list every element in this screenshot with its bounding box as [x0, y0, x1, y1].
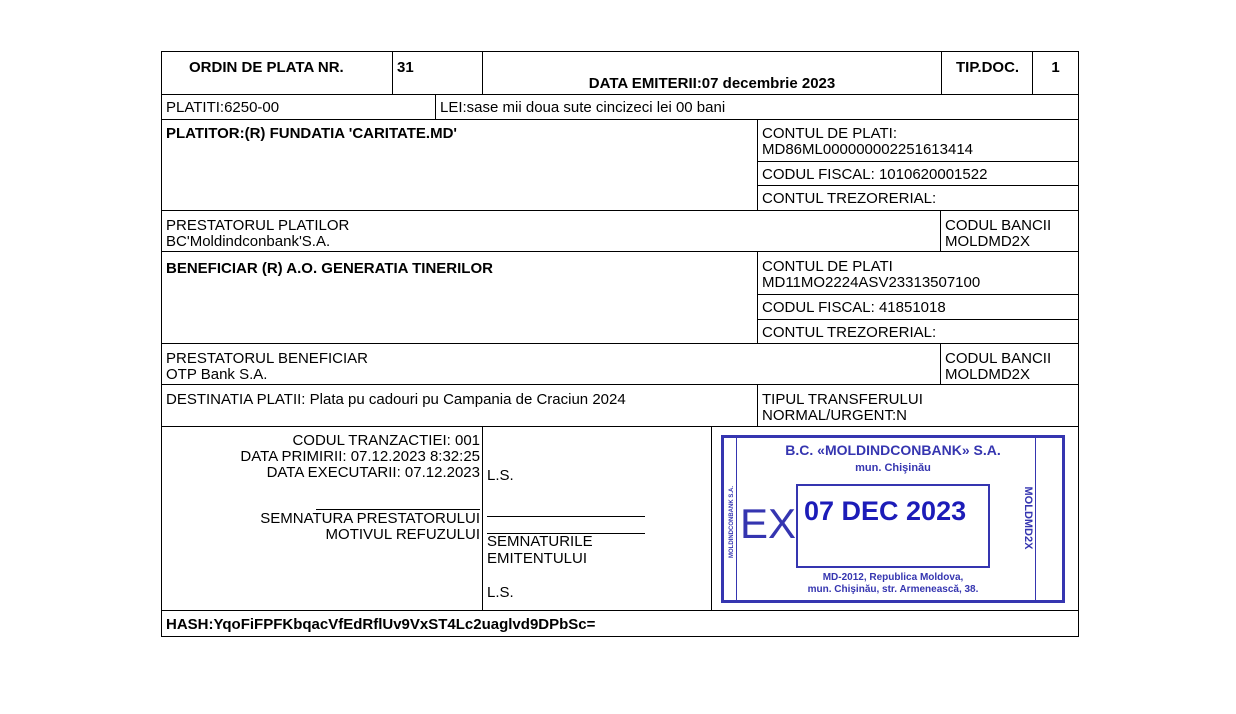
- signature-line-1: [487, 516, 645, 517]
- receipt-date: DATA PRIMIRII: 07.12.2023 8:32:25: [240, 448, 480, 465]
- stamp-ex: EX: [740, 500, 797, 547]
- seal-placeholder-bottom: L.S.: [487, 584, 514, 601]
- payer-fiscal-code: CODUL FISCAL: 1010620001522: [762, 166, 988, 183]
- transfer-type-cell: [757, 384, 1079, 427]
- transaction-code: CODUL TRANZACTIEI: 001: [292, 432, 480, 449]
- issue-date-cell: [482, 51, 942, 95]
- beneficiary-name-cell: [161, 251, 758, 344]
- payer-provider-label: PRESTATORUL PLATILOR: [166, 217, 350, 234]
- payment-order-document: [161, 51, 1079, 637]
- payer-treasury-account-cell: [757, 185, 1079, 211]
- bank-processing-cell: [161, 426, 483, 611]
- order-title-cell: [161, 51, 393, 95]
- doc-type-value: 1: [1051, 59, 1060, 76]
- stamp-date: 07 DEC 2023: [804, 496, 967, 526]
- beneficiary-bank-code-value: MOLDMD2X: [945, 366, 1031, 383]
- issuer-signatures-cell: [482, 426, 712, 611]
- order-title: ORDIN DE PLATA NR.: [189, 59, 344, 76]
- transfer-type-value: NORMAL/URGENT:N: [762, 407, 908, 424]
- beneficiary-treasury-account: CONTUL TREZORERIAL:: [762, 324, 937, 341]
- payer-account-value: MD86ML000000002251613414: [762, 141, 974, 158]
- beneficiary-bank-code-cell: [940, 343, 1079, 385]
- amount-numeric-cell: [161, 94, 436, 120]
- amount-words: LEI:sase mii doua sute cincizeci lei 00 bani: [440, 99, 726, 116]
- hash-cell: [161, 610, 1079, 637]
- beneficiary-provider-cell: [161, 343, 941, 385]
- payer-bank-code-cell: [940, 210, 1079, 252]
- bank-stamp: [721, 435, 1065, 603]
- payment-purpose-cell: [161, 384, 758, 427]
- stamp-city: mun. Chişinău: [855, 462, 931, 474]
- stamp-right-vertical-text: MOLDMD2X: [1022, 486, 1034, 550]
- payer-fiscal-code-cell: [757, 161, 1079, 186]
- execution-date: DATA EXECUTARII: 07.12.2023: [266, 464, 480, 481]
- beneficiary-treasury-account-cell: [757, 319, 1079, 344]
- provider-signature-label: SEMNATURA PRESTATORULUI: [260, 510, 480, 527]
- beneficiary-name: BENEFICIAR (R) A.O. GENERATIA TINERILOR: [166, 260, 493, 277]
- doc-type-value-cell: [1032, 51, 1079, 95]
- beneficiary-account-label: CONTUL DE PLATI: [762, 258, 893, 275]
- beneficiary-fiscal-code: CODUL FISCAL: 41851018: [762, 299, 946, 316]
- payer-name-cell: [161, 119, 758, 211]
- payer-bank-code-value: MOLDMD2X: [945, 233, 1031, 250]
- issuer-signatures-label: SEMNATURILE: [487, 533, 593, 550]
- transfer-type-label: TIPUL TRANSFERULUI: [762, 391, 923, 408]
- payer-account-label: CONTUL DE PLATI:: [762, 125, 898, 142]
- beneficiary-provider-value: OTP Bank S.A.: [166, 366, 268, 383]
- amount-numeric: PLATITI:6250-00: [166, 99, 280, 116]
- payer-treasury-account: CONTUL TREZORERIAL:: [762, 190, 937, 207]
- payer-name: PLATITOR:(R) FUNDATIA 'CARITATE.MD': [166, 125, 457, 142]
- beneficiary-account-value: MD11MO2224ASV23313507100: [762, 274, 981, 291]
- beneficiary-bank-code-label: CODUL BANCII: [945, 350, 1052, 367]
- payer-provider-value: BC'Moldindconbank'S.A.: [166, 233, 331, 250]
- stamp-left-vertical-text: MOLDINDCONBANK S.A.: [729, 486, 735, 558]
- issue-date: DATA EMITERII:07 decembrie 2023: [588, 75, 836, 92]
- refusal-reason-label: MOTIVUL REFUZULUI: [325, 526, 480, 543]
- beneficiary-fiscal-code-cell: [757, 294, 1079, 320]
- stamp-bank-name: B.C. «MOLDINDCONBANK» S.A.: [785, 442, 1001, 458]
- payment-purpose: DESTINATIA PLATII: Plata pu cadouri pu Campania de Craciun 2024: [166, 391, 626, 408]
- seal-placeholder-top: L.S.: [487, 467, 514, 484]
- issuer-label: EMITENTULUI: [487, 550, 588, 567]
- doc-type-label: TIP.DOC.: [956, 59, 1020, 76]
- amount-words-cell: [435, 94, 1079, 120]
- order-number-cell: [392, 51, 483, 95]
- doc-type-label-cell: [941, 51, 1033, 95]
- order-number: 31: [397, 59, 414, 76]
- stamp-address-line-1: MD-2012, Republica Moldova,: [822, 572, 964, 583]
- payer-provider-cell: [161, 210, 941, 252]
- beneficiary-account-cell: [757, 251, 1079, 295]
- beneficiary-provider-label: PRESTATORUL BENEFICIAR: [166, 350, 368, 367]
- hash-value: HASH:YqoFiFPFKbqacVfEdRflUv9VxST4Lc2uaglvd9DPbSc=: [166, 616, 596, 633]
- bank-stamp-cell: [711, 426, 1079, 611]
- payer-bank-code-label: CODUL BANCII: [945, 217, 1052, 234]
- payer-account-cell: [757, 119, 1079, 162]
- stamp-address-line-2: mun. Chişinău, str. Armenească, 38.: [807, 584, 979, 595]
